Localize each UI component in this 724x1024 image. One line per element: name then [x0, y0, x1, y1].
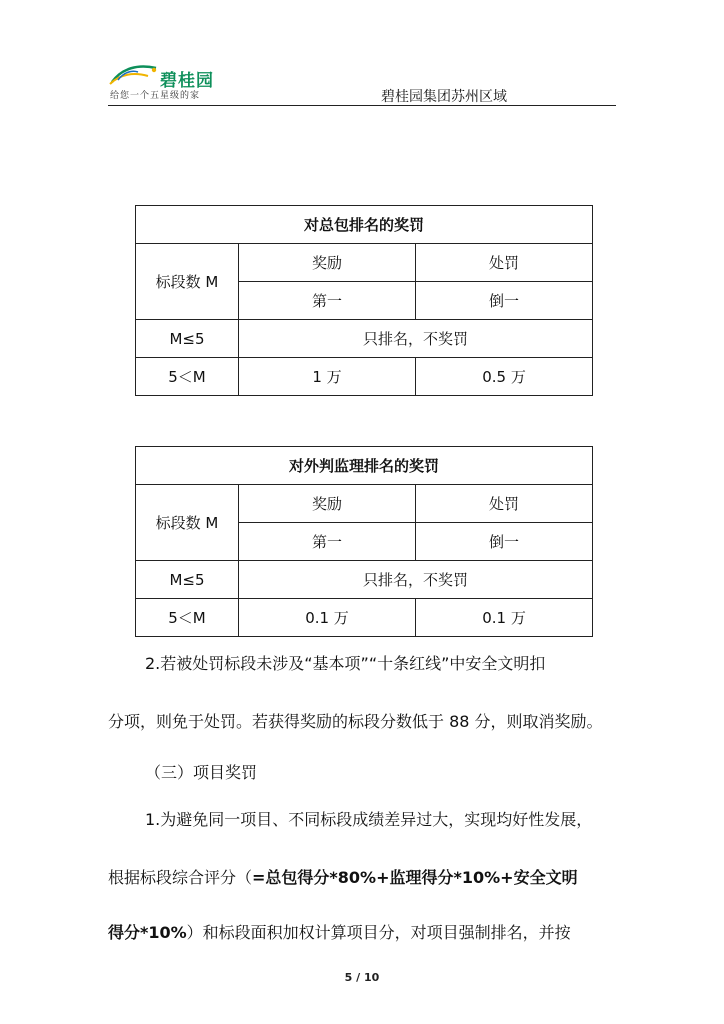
- rank-penalty-cell: 倒一: [416, 523, 593, 561]
- formula-text: =总包得分*80%+监理得分*10%+安全文明: [252, 868, 578, 887]
- logo-swoosh-icon: [108, 62, 160, 88]
- rank-reward-cell: 第一: [239, 282, 416, 320]
- paragraph-line: [108, 865, 578, 888]
- paragraph-line: [108, 920, 571, 943]
- supervisor-reward-table: [135, 446, 593, 637]
- header-title: 碧桂园集团苏州区域: [381, 89, 507, 105]
- rank-penalty-cell: 倒一: [416, 282, 593, 320]
- row-label-cell: 5＜M: [136, 358, 239, 396]
- row-label-cell: 5＜M: [136, 599, 239, 637]
- table-row: [136, 447, 593, 485]
- penalty-value-cell: 0.1 万: [416, 599, 593, 637]
- header-divider: [108, 105, 616, 106]
- table-row: [136, 206, 593, 244]
- logo-name: 碧桂园: [160, 71, 214, 91]
- paragraph-line: 分项，则免于处罚。若获得奖励的标段分数低于 88 分，则取消奖励。: [108, 712, 603, 731]
- column-header-penalty: 处罚: [416, 244, 593, 282]
- table-row: [136, 599, 593, 637]
- column-header-penalty: 处罚: [416, 485, 593, 523]
- table-title: 对外判监理排名的奖罚: [136, 447, 593, 485]
- table-row: [136, 244, 593, 282]
- formula-text: 得分*10%: [108, 923, 187, 942]
- merged-value-cell: 只排名，不奖罚: [239, 561, 593, 599]
- column-header-reward: 奖励: [239, 244, 416, 282]
- table-row: [136, 485, 593, 523]
- rank-reward-cell: 第一: [239, 523, 416, 561]
- row-header-cell: 标段数 M: [136, 485, 239, 561]
- merged-value-cell: 只排名，不奖罚: [239, 320, 593, 358]
- table-row: [136, 358, 593, 396]
- reward-value-cell: 0.1 万: [239, 599, 416, 637]
- row-header-cell: 标段数 M: [136, 244, 239, 320]
- text-run: ）和标段面积加权计算项目分，对项目强制排名，并按: [186, 923, 571, 942]
- page-number: 5 / 10: [344, 971, 380, 984]
- table-row: [136, 320, 593, 358]
- section-heading: （三）项目奖罚: [145, 763, 258, 782]
- logo-slogan: 给您一个五星级的家: [110, 91, 201, 101]
- paragraph-line: 2.若被处罚标段未涉及“基本项”“十条红线”中安全文明扣: [145, 654, 546, 673]
- text-run: 根据标段综合评分（: [108, 868, 253, 887]
- column-header-reward: 奖励: [239, 485, 416, 523]
- row-label-cell: M≤5: [136, 320, 239, 358]
- paragraph-line: 1.为避免同一项目、不同标段成绩差异过大，实现均好性发展，: [145, 810, 593, 829]
- company-logo: [108, 62, 238, 104]
- reward-value-cell: 1 万: [239, 358, 416, 396]
- table-row: [136, 561, 593, 599]
- table-title: 对总包排名的奖罚: [136, 206, 593, 244]
- row-label-cell: M≤5: [136, 561, 239, 599]
- penalty-value-cell: 0.5 万: [416, 358, 593, 396]
- general-contractor-reward-table: [135, 205, 593, 396]
